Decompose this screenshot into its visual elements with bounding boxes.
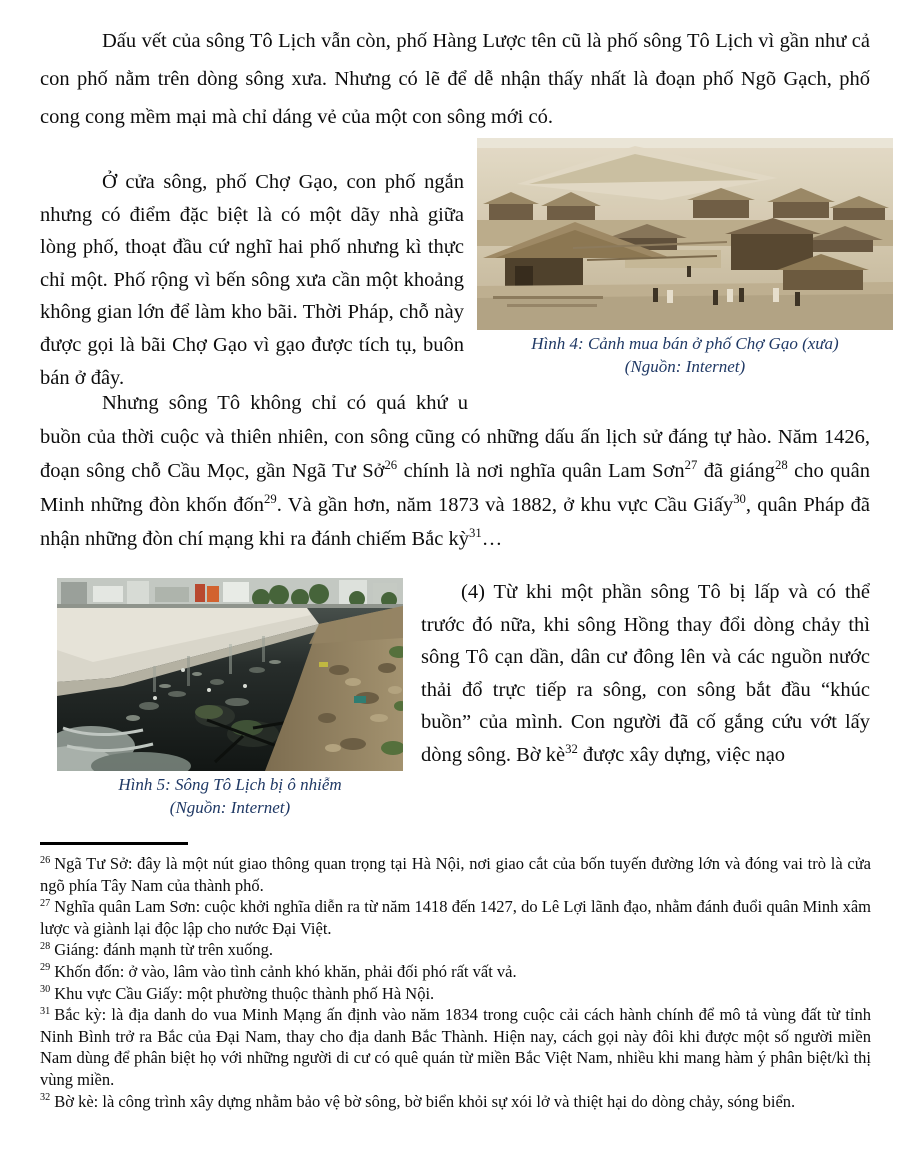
footnotes-section xyxy=(40,853,871,1112)
footnote-item xyxy=(40,961,871,983)
footnote-item xyxy=(40,1091,871,1113)
polluted-river-photo-illustration xyxy=(57,578,403,771)
paragraph-1: Dấu vết của sông Tô Lịch vẫn còn, phố Hàng Lược tên cũ là phố sông Tô Lịch vì gần như cả con phố nằm trên dòng sông xưa. Nhưng có lẽ để dễ nhận thấy nhất là đoạn phố Ngõ Gạch, phố cong cong mềm mại mà chỉ dáng vẻ của một con sông mới có. xyxy=(40,30,870,128)
footnote-text: Bờ kè: là công trình xây dựng nhằm bảo vệ bờ sông, bờ biển khỏi sự xói lở và thiệt hại do dòng chảy, sóng biển. xyxy=(54,1091,796,1111)
footnote-item xyxy=(40,983,871,1005)
figure-4-photo xyxy=(477,138,893,330)
footnote-number: 30 xyxy=(40,984,51,996)
figure-5-caption-line2: (Nguồn: Internet) xyxy=(169,797,291,817)
footnote-text: Khốn đốn: ở vào, lâm vào tình cảnh khó khăn, phải đối phó rất vất vả. xyxy=(54,961,517,981)
figure-4 xyxy=(477,138,893,378)
paragraph-3 xyxy=(40,386,870,556)
figure-5-caption-line1: Hình 5: Sông Tô Lịch bị ô nhiễm xyxy=(118,775,342,794)
footnote-number: 32 xyxy=(40,1092,51,1104)
footnote-text: Giáng: đánh mạnh từ trên xuống. xyxy=(54,940,274,960)
figure-5 xyxy=(57,578,403,819)
figure-4-caption-line2: (Nguồn: Internet) xyxy=(624,356,746,376)
footnote-item xyxy=(40,939,871,961)
footnote-item xyxy=(40,853,871,896)
paragraph-2: Ở cửa sông, phố Chợ Gạo, con phố ngắn nhưng có điểm đặc biệt là có một dãy nhà giữa lòng phố, thoạt đầu cứ nghĩ hai phố nhưng kì thực chỉ một. Phố rộng vì bến sông xưa cần một khoảng không gian lớn để làm kho bãi. Thời Pháp, chỗ này được gọi là bãi Chợ Gạo vì gạo được tích tụ, buôn bán ở đây. xyxy=(40,171,464,389)
footnote-number: 26 xyxy=(40,854,51,866)
footnote-separator xyxy=(40,842,188,845)
footnote-text: Ngã Tư Sở: đây là một nút giao thông quan trọng tại Hà Nội, nơi giao cắt của bốn tuyến đường lớn và đóng vai trò là cửa ngõ phía Tây Nam của thành phố. xyxy=(40,854,871,895)
footnote-text: Khu vực Cầu Giấy: một phường thuộc thành phố Hà Nội. xyxy=(54,983,435,1003)
figure-5-photo xyxy=(57,578,403,771)
paragraph-3-text: Nhưng sông Tô không chỉ có quá khứ u buồn của thời cuộc và thiên nhiên, con sông cũng có những dấu ấn lịch sử đáng tự hào. Năm 1426, đoạn sông chỗ Cầu Mọc, gần Ngã Tư Sở$^{26}$ chính là nơi nghĩa quân Lam Sơn$^{27}$ đã giáng$^{28}$ cho quân Minh những đòn khốn đốn$^{29}$. Và gần hơn, năm 1873 và 1882, ở khu vực Cầu Giấy$^{30}$, quân Pháp đã nhận những đòn chí mạng khi ra đánh chiếm Bắc kỳ$^{31}$… xyxy=(40,392,871,550)
footnote-number: 29 xyxy=(40,962,51,974)
figure-4-caption-line1: Hình 4: Cảnh mua bán ở phố Chợ Gạo (xưa) xyxy=(531,334,839,353)
text-wrap-spacer xyxy=(468,386,870,406)
footnote-item xyxy=(40,1004,871,1090)
footnote-text: Nghĩa quân Lam Sơn: cuộc khởi nghĩa diễn ra từ năm 1418 đến 1427, do Lê Lợi lãnh đạo, nhằm đánh đuổi quân Minh xâm lược và giành lại độc lập cho nước Đại Việt. xyxy=(40,897,871,938)
paragraph-4-text: (4) Từ khi một phần sông Tô bị lấp và có thể trước đó nữa, khi sông Hồng thay đổi dòng chảy thì sông Tô cạn dần, dân cư đông lên và các nguồn nước thải đổ trực tiếp ra sông, con sông bắt đầu “khúc buồn” của mình. Con người đã cố gắng cứu vớt lấy dòng sông. Bờ $kè^{32}$ được xây dựng, việc nạo xyxy=(421,581,870,766)
footnote-item xyxy=(40,896,871,939)
old-market-photo-illustration xyxy=(477,138,893,330)
footnote-number: 31 xyxy=(40,1005,51,1017)
paragraph-4 xyxy=(421,576,870,771)
footnote-number: 28 xyxy=(40,940,51,952)
footnote-text: Bắc kỳ: là địa danh do vua Minh Mạng ấn định vào năm 1834 trong cuộc cải cách hành chính để mô tả vùng đất từ tỉnh Ninh Bình trở ra Bắc của Đại Nam, thay cho địa danh Bắc Thành. Hiện nay, cách gọi này đôi khi được một số người miền Nam dùng để phân biệt họ với những người di cư có quê quán từ miền Bắc Việt Nam, nhiều khi mang hàm ý phân biệt/kì thị vùng miền. xyxy=(40,1005,871,1089)
footnote-number: 27 xyxy=(40,897,51,909)
